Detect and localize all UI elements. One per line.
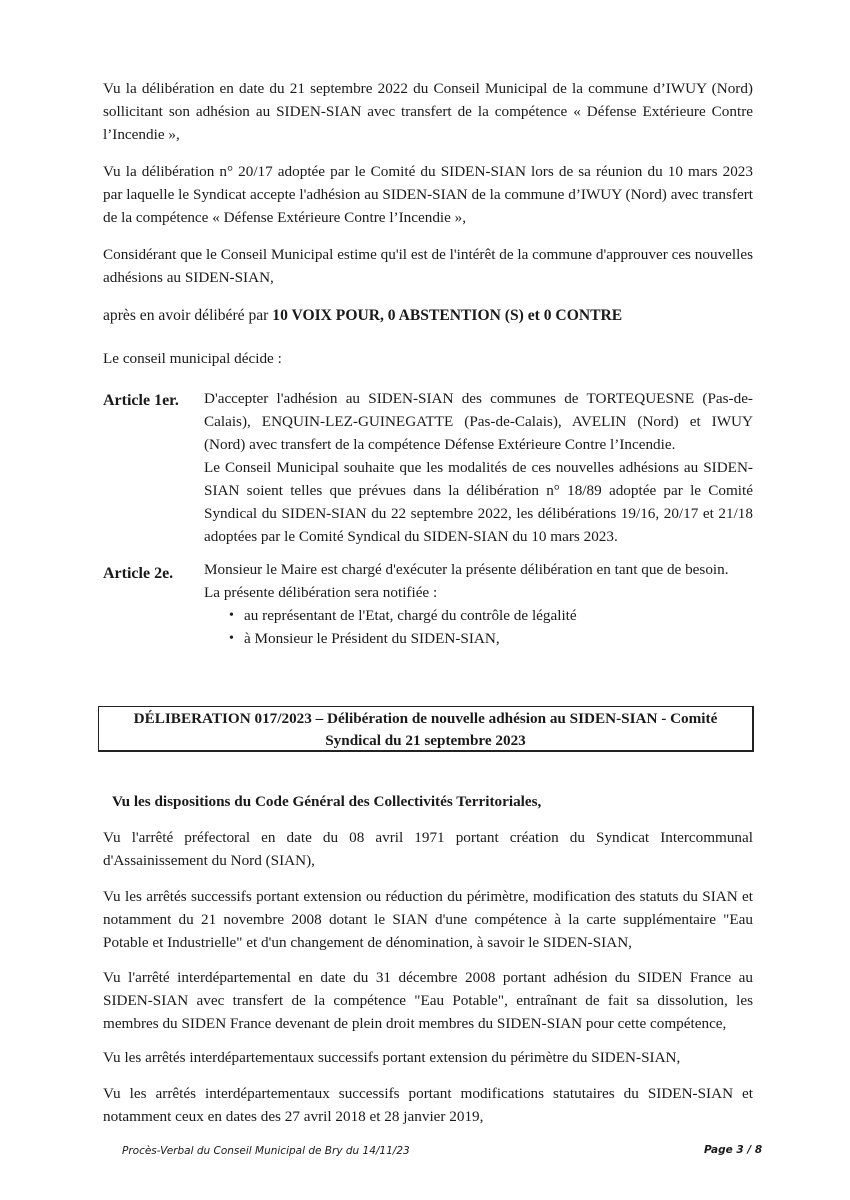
paragraph-extension-perimetre: Vu les arrêtés interdépartementaux successifs portant extension du périmètre du SIDEN-SIAN, [103,1049,681,1066]
paragraph-modifications-statutaires: Vu les arrêtés interdépartementaux successifs portant modifications statutaires du SIDEN-SIAN et notamment ceux en dates des 27 avril 2018 et 28 janvier 2019, [103,1085,753,1125]
list-item-text: à Monsieur le Président du SIDEN-SIAN, [244,630,500,647]
paragraph-considerant: Considérant que le Conseil Municipal estime qu'il est de l'intérêt de la commune d'approuver ces nouvelles adhésions au SIDEN-SIAN, [103,246,753,286]
paragraph-deliberation-20-17: Vu la délibération n° 20/17 adoptée par le Comité du SIDEN-SIAN lors de sa réunion du 10 mars 2023 par laquelle le Syndicat accepte l'adhésion au SIDEN-SIAN de la commune d’IWUY (Nord) avec transfert de la compétence « Défense Extérieure Contre l’Incendie », [103,163,753,226]
footer-page-number: Page 3 / 8 [704,1144,763,1156]
article-2-label: Article 2e. [103,565,174,582]
article-2-body [204,558,753,650]
vote-result: 10 VOIX POUR, 0 ABSTENTION (S) et 0 CONTRE [272,307,623,324]
paragraph-iwuy-deliberation: Vu la délibération en date du 21 septembre 2022 du Conseil Municipal de la commune d’IWUY (Nord) sollicitant son adhésion au SIDEN-SIAN avec transfert de la compétence « Défense Extérieure Contre l’Incendie », [103,80,753,143]
list-item-text: au représentant de l'Etat, chargé du contrôle de légalité [244,607,577,624]
notification-list [204,604,753,650]
deliberation-title-box [98,706,754,752]
vote-line [103,304,753,327]
list-item [204,604,753,627]
article-2-text-2: La présente délibération sera notifiée : [204,584,438,601]
section-heading: Vu les dispositions du Code Général des Collectivités Territoriales, [112,793,542,810]
article-1-label: Article 1er. [103,392,179,409]
list-item [204,627,753,650]
paragraph-arrete-2008: Vu l'arrêté interdépartemental en date du 31 décembre 2008 portant adhésion du SIDEN France au SIDEN-SIAN avec transfert de la compétence "Eau Potable", entraînant de fait sa dissolution, les membres du SIDEN France devenant de plein droit membres du SIDEN-SIAN pour cette compétence, [103,969,753,1032]
deliberation-title-line-2: Syndical du 21 septembre 2023 [325,732,526,749]
bullet-icon: • [229,631,234,646]
article-1-text-2: Le Conseil Municipal souhaite que les modalités de ces nouvelles adhésions au SIDEN-SIAN soient telles que prévues dans la délibération n° 18/89 adoptée par le Comité Syndical du SIDEN-SIAN du 22 septembre 2022, les délibérations 19/16, 20/17 et 21/18 adoptées par le Comité Syndical du SIDEN-SIAN du 10 mars 2023. [204,459,753,545]
bullet-icon: • [229,608,234,623]
article-2-text-1: Monsieur le Maire est chargé d'exécuter la présente délibération en tant que de besoin. [204,561,729,578]
article-1-text-1: D'accepter l'adhésion au SIDEN-SIAN des communes de TORTEQUESNE (Pas-de-Calais), ENQUIN-LEZ-GUINEGATTE (Pas-de-Calais), AVELIN (Nord) et IWUY (Nord) avec transfert de la compétence Défense Extérieure Contre l’Incendie. [204,390,753,453]
decision-intro: Le conseil municipal décide : [103,350,282,367]
paragraph-arrete-1971: Vu l'arrêté préfectoral en date du 08 avril 1971 portant création du Syndicat Intercommunal d'Assainissement du Nord (SIAN), [103,829,753,869]
paragraph-arretes-successifs: Vu les arrêtés successifs portant extension ou réduction du périmètre, modification des statuts du SIAN et notamment du 21 novembre 2008 dotant le SIAN d'une compétence à la carte supplémentaire "Eau Potable et Industrielle" et d'un changement de dénomination, à savoir le SIDEN-SIAN, [103,888,753,951]
footer-document-title: Procès-Verbal du Conseil Municipal de Bry du 14/11/23 [122,1145,410,1157]
deliberation-title-line-1: DÉLIBERATION 017/2023 – Délibération de nouvelle adhésion au SIDEN-SIAN - Comité [133,710,718,727]
vote-prefix: après en avoir délibéré par [103,307,273,324]
article-1-body [204,387,753,548]
